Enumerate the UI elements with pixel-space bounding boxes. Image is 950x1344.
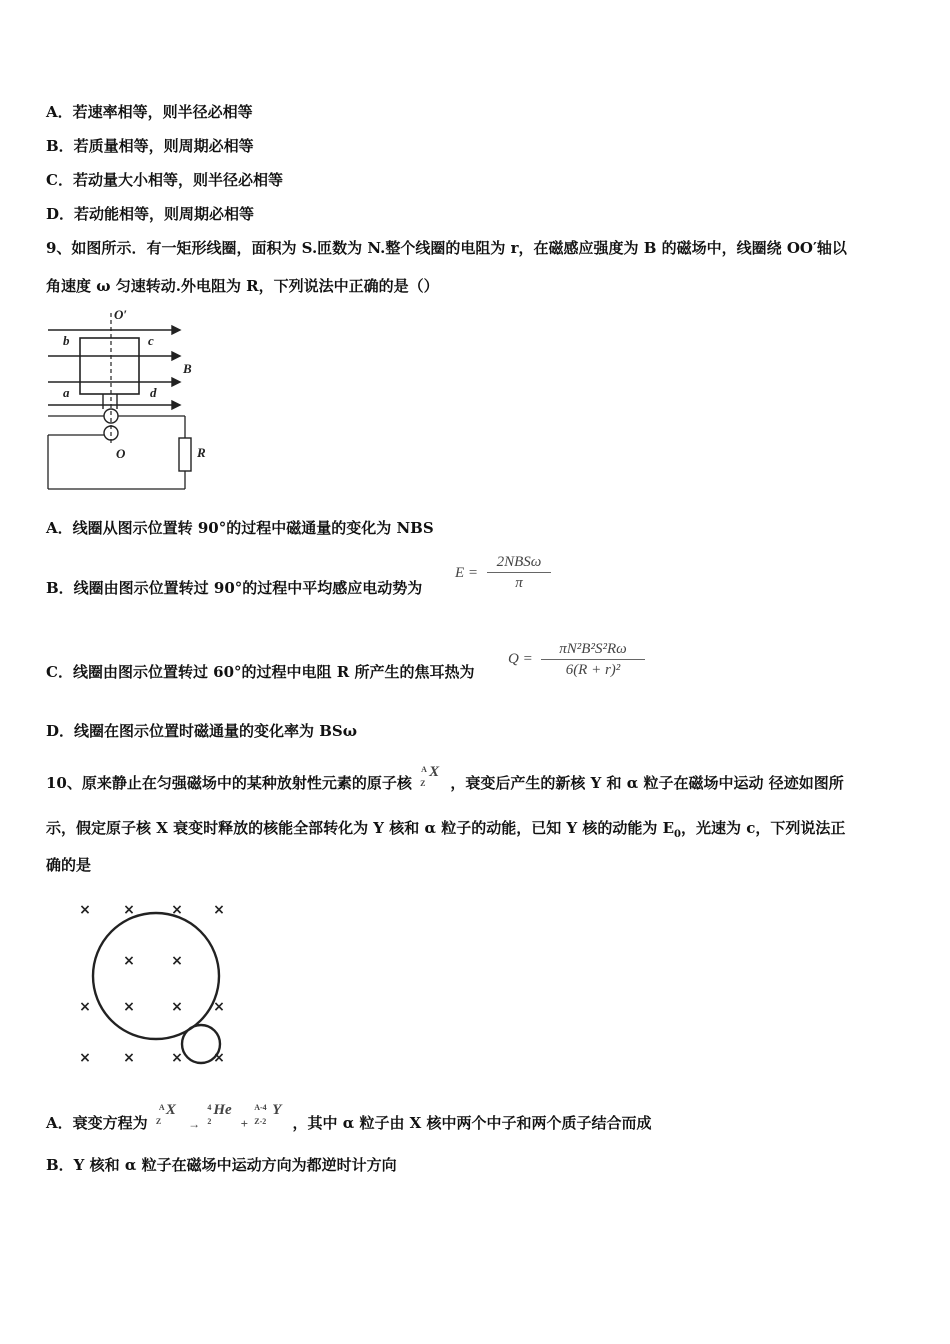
- svg-text:×: ×: [123, 1050, 135, 1066]
- eq-nucleus-y: [253, 1102, 287, 1128]
- q10-stem-1b: ，衰变后产生的新核 Y 和 α 粒子在磁场中运动 径迹如图所: [450, 774, 844, 792]
- q9-c-denominator: 6(R + r)²: [565, 662, 621, 678]
- q9-c-numerator: πN²B²S²Rω: [559, 641, 627, 657]
- q9-b-denominator: π: [515, 575, 523, 591]
- eq-y-charge: Z-2: [254, 1117, 267, 1126]
- eq-he-mass: 4: [207, 1103, 212, 1112]
- svg-text:×: ×: [123, 999, 135, 1015]
- svg-text:×: ×: [79, 999, 91, 1015]
- svg-text:×: ×: [171, 902, 183, 918]
- q9-stem-line2: 角速度 ω 匀速转动.外电阻为 R，下列说法中正确的是（）: [46, 277, 439, 295]
- q9-option-d: D．线圈在图示位置时磁通量的变化率为 BSω: [46, 722, 358, 740]
- decay-track-diagram: [72, 895, 242, 1070]
- coil-diagram: [40, 305, 220, 497]
- svg-text:×: ×: [123, 953, 135, 969]
- eq-nucleus-he: [205, 1102, 235, 1128]
- eq-y-mass: A-4: [254, 1103, 267, 1112]
- q9-b-numerator: 2NBSω: [496, 554, 542, 570]
- label-a: a: [63, 385, 70, 400]
- eq-x-symbol: X: [165, 1102, 176, 1118]
- q8-option-b: B．若质量相等，则周期必相等: [46, 137, 254, 155]
- label-r: R: [197, 445, 206, 460]
- svg-text:×: ×: [213, 902, 225, 918]
- svg-text:×: ×: [213, 1050, 225, 1066]
- q9-option-c: C．线圈由图示位置转过 60°的过程中电阻 R 所产生的焦耳热为: [46, 663, 475, 681]
- svg-text:×: ×: [79, 1050, 91, 1066]
- nucleus-x-mass: A: [421, 765, 427, 774]
- eq-x-charge: Z: [155, 1117, 162, 1126]
- q10-stem-2a: 示，假定原子核 X 衰变时释放的核能全部转化为 Y 核和 α 粒子的动能，已知 Y 核的动能为 E: [46, 819, 675, 837]
- q9-c-fraction: [541, 640, 645, 679]
- q8-option-d: D．若动能相等，则周期必相等: [46, 205, 255, 223]
- q9-option-a: A．线圈从图示位置转 90°的过程中磁通量的变化为 NBS: [46, 519, 434, 537]
- eq-x-mass: A: [158, 1103, 165, 1112]
- eq-plus: +: [240, 1116, 248, 1131]
- svg-text:×: ×: [171, 999, 183, 1015]
- svg-text:×: ×: [213, 999, 225, 1015]
- q9-c-lhs: Q =: [508, 651, 533, 667]
- svg-text:×: ×: [171, 953, 183, 969]
- svg-text:×: ×: [123, 902, 135, 918]
- nucleus-x-symbol: X: [429, 764, 440, 780]
- svg-text:×: ×: [171, 1050, 183, 1066]
- q10-option-a: [46, 1102, 652, 1134]
- q10-stem-2-sub: 0: [674, 829, 682, 840]
- eq-arrow: →: [188, 1117, 201, 1131]
- q10-stem-2b: ，光速为 c，下列说法正: [681, 819, 846, 837]
- eq-he-charge: 2: [207, 1117, 212, 1126]
- label-o-prime: O′: [114, 307, 128, 322]
- q10-a-post: ，其中 α 粒子由 X 核中两个中子和两个质子结合而成: [292, 1114, 652, 1132]
- q8-option-c: C．若动量大小相等，则半径必相等: [46, 171, 283, 189]
- q9-option-b: B．线圈由图示位置转过 90°的过程中平均感应电动势为: [46, 579, 423, 597]
- label-o: O: [116, 446, 126, 461]
- nucleus-x-charge: Z: [420, 779, 426, 788]
- label-d: d: [150, 385, 157, 400]
- q10-stem-line2: [46, 818, 845, 845]
- q9-b-lhs: E =: [455, 565, 479, 581]
- q10-option-b: B．Y 核和 α 粒子在磁场中运动方向为都逆时计方向: [46, 1156, 397, 1174]
- nucleus-x: [417, 764, 445, 788]
- q9-stem-line1: 9、如图所示．有一矩形线圈，面积为 S.匝数为 N.整个线圈的电阻为 r，在磁感应强度为 B 的磁场中，线圈绕 OO′轴以: [46, 239, 847, 257]
- label-c: c: [148, 333, 154, 348]
- q10-stem-1a: 10、原来静止在匀强磁场中的某种放射性元素的原子核: [46, 774, 412, 792]
- label-b: b: [63, 333, 70, 348]
- eq-he-symbol: He: [213, 1102, 232, 1118]
- eq-nucleus-x: [153, 1102, 181, 1128]
- q8-option-a: A．若速率相等，则半径必相等: [46, 103, 253, 121]
- label-field-b: B: [183, 361, 192, 376]
- eq-y-symbol: Y: [272, 1102, 282, 1118]
- q10-a-pre: A．衰变方程为: [46, 1114, 148, 1132]
- q9-b-fraction: [487, 553, 551, 592]
- q10-stem-line1: [46, 764, 844, 793]
- q10-stem-line3: 确的是: [46, 856, 92, 874]
- svg-text:×: ×: [79, 902, 91, 918]
